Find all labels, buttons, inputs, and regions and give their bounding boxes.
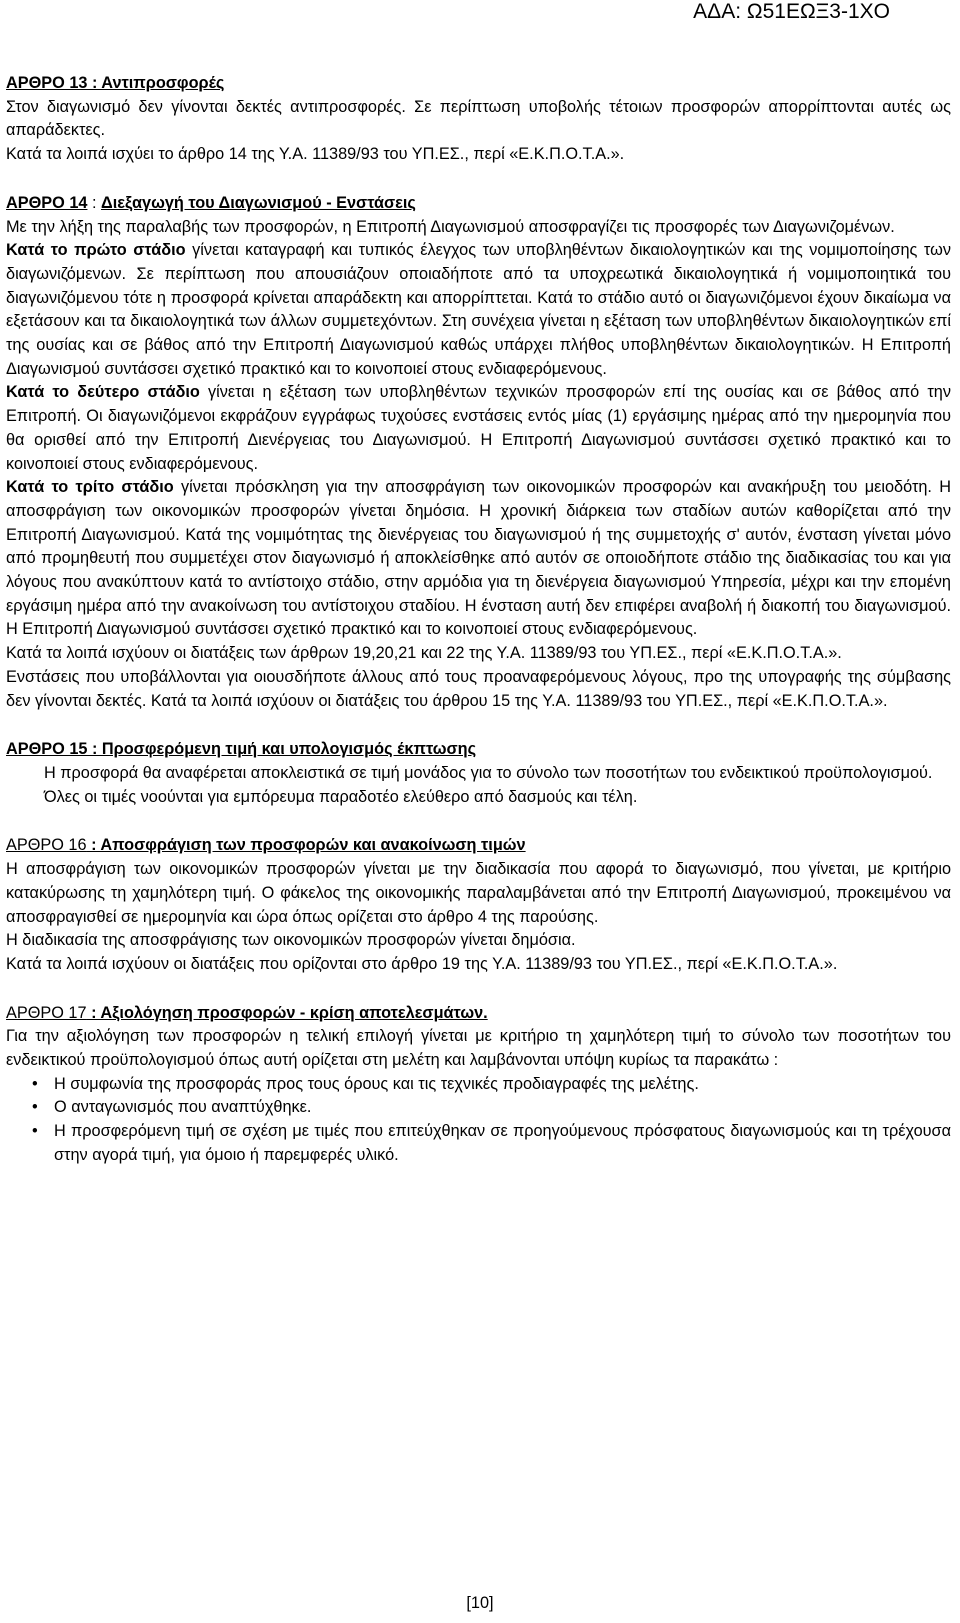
article-14-rest-1: Κατά τα λοιπά ισχύουν οι διατάξεις των άρθρων 19,20,21 και 22 της Υ.Α. 11389/93 του ΥΠ.ΕΣ., περί «Ε.Κ.Π.Ο.Τ.Α.». [6,644,842,663]
page-number: [10] [466,1594,494,1612]
article-17-label: ΑΡΘΡΟ 17 [6,1003,87,1022]
article-14-stage-2 [6,381,951,476]
stage-1-label: Κατά το πρώτο στάδιο [6,241,186,260]
article-13-paragraph-1: Στον διαγωνισμό δεν γίνονται δεκτές αντιπροσφορές. Σε περίπτωση υποβολής τέτοιων προσφορών απορρίπτονται αυτές ως απαράδεκτες. [6,97,951,140]
article-16-paragraph-3: Κατά τα λοιπά ισχύουν οι διατάξεις που ορίζονται στο άρθρο 19 της Υ.Α. 11389/93 του ΥΠ.ΕΣ., περί «Ε.Κ.Π.Ο.Τ.Α.». [6,954,838,973]
stage-1-text: γίνεται καταγραφή και τυπικός έλεγχος των υποβληθέντων δικαιολογητικών και της νομιμοποίησης των διαγωνιζόμενων. Σε περίπτωση που απουσιάζουν οποιαδήποτε από τα υποχρεωτικά δικαιολογητικά ή νομιμοποιητικά του διαγωνιζόμενου τότε η προσφορά κρίνεται απαράδεκτη και απορρίπτεται. Κατά το στάδιο αυτό οι διαγωνιζόμενοι έχουν δικαίωμα να εξετάσουν και τα δικαιολογητικά των άλλων συμμετεχόντων. Στη συνέχεια γίνεται η εξέταση των υποβληθέντων δικαιολογητικών επί της ουσίας και σε βάθος από την Επιτροπή Διαγωνισμού καθώς υπάρχει πλήθος υποβληθέντων δικαιολογητικών. Η Επιτροπή Διαγωνισμού συντάσσει σχετικό πρακτικό και το κοινοποιεί στους ενδιαφερόμενους. [6,241,951,378]
article-17-bullet-list [6,1073,951,1168]
article-14-title [6,192,951,216]
stage-3-label: Κατά το τρίτο στάδιο [6,478,174,497]
list-item: • Η προσφερόμενη τιμή σε σχέση με τιμές που επιτεύχθηκαν σε προηγούμενους πρόσφατους διαγωνισμούς και τη τρέχουσα στην αγορά τιμή, για όμοιο ή παρεμφερές υλικό. [6,1120,951,1167]
list-item: • Η συμφωνία της προσφοράς προς τους όρους και τις τεχνικές προδιαγραφές της μελέτης. [6,1073,951,1097]
spacer [6,713,951,738]
article-16-label: ΑΡΘΡΟ 16 [6,836,87,855]
article-16-paragraph-1: Η αποσφράγιση των οικονομικών προσφορών γίνεται με την διαδικασία που αφορά το διαγωνισμό, που γίνεται, με κριτήριο κατακύρωσης τη χαμηλότερη τιμή. Ο φάκελος της οικονομικής παραλαμβάνεται από την Επιτροπή Διαγωνισμού, προκειμένου να αποσφραγισθεί σε ημερομηνία και ώρα όπως ορίζεται στο άρθρο 4 της παρούσης. [6,860,951,926]
stage-2-text: γίνεται η εξέταση των υποβληθέντων τεχνικών προσφορών επί της ουσίας και σε βάθος από την Επιτροπή. Οι διαγωνιζόμενοι εκφράζουν εγγράφως τυχούσες ενστάσεις εντός μίας (1) εργάσιμης ημέρας από την ημερομηνία που θα ορισθεί από την Επιτροπή Διενέργειας του Διαγωνισμού. Η Επιτροπή Διαγωνισμού συντάσσει σχετικό πρακτικό και το κοινοποιεί στους ενδιαφερόμενους. [6,383,951,473]
article-17-title-text: : Αξιολόγηση προσφορών - κρίση αποτελεσμάτων. [86,1003,488,1022]
stage-2-label: Κατά το δεύτερο στάδιο [6,383,200,402]
article-14-paragraph-1: Με την λήξη της παραλαβής των προσφορών, η Επιτροπή Διαγωνισμού αποσφραγίζει τις προσφορές των Διαγωνιζομένων. [6,217,895,236]
article-16-paragraph-2: Η διαδικασία της αποσφράγισης των οικονομικών προσφορών γίνεται δημόσια. [6,931,576,950]
article-15-paragraph-1: Η προσφορά θα αναφέρεται αποκλειστικά σε τιμή μονάδος για το σύνολο των ποσοτήτων του ενδεικτικού προϋπολογισμού. [44,763,933,782]
article-15-title-text: ΑΡΘΡΟ 15 : Προσφερόμενη τιμή και υπολογισμός έκπτωσης [6,740,477,759]
article-13-paragraph-2: Κατά τα λοιπά ισχύει το άρθρο 14 της Υ.Α. 11389/93 του ΥΠ.ΕΣ., περί «Ε.Κ.Π.Ο.Τ.Α.». [6,145,625,164]
stage-3-text: γίνεται πρόσκληση για την αποσφράγιση των οικονομικών προσφορών και ανακήρυξη του μειοδότη. Η αποσφράγιση των οικονομικών προσφορών γίνεται δημόσια. Η χρονική διάρκεια των σταδίων αυτών καθορίζεται από την Επιτροπή Διαγωνισμού. Κατά της νομιμότητας της διενέργειας του διαγωνισμού ή της συμμετοχής σ' αυτόν, ένσταση γίνεται μόνο από προμηθευτή που συμμετέχει στον διαγωνισμό ή αποκλείσθηκε από αυτόν σε οποιοδήποτε στάδιο της διαδικασίας του και για λόγους που ανακύπτουν κατά το αντίστοιχο στάδιο, στην αρμόδια για τη διενέργεια διαγωνισμού Υπηρεσία, μέχρι και την επομένη εργάσιμη ημέρα από την ανακοίνωση του αντίστοιχου σταδίου. Η ένσταση αυτή δεν επιφέρει αναβολή ή διακοπή του διαγωνισμού. Η Επιτροπή Διαγωνισμού συντάσσει σχετικό πρακτικό και το κοινοποιεί στους ενδιαφερόμενους. [6,478,951,639]
article-14-stage-3 [6,476,951,642]
spacer [6,167,951,192]
spacer [6,809,951,834]
article-16-title [6,834,951,858]
article-14-title-text: Διεξαγωγή του Διαγωνισμού - Ενστάσεις [101,193,416,212]
article-13-title [6,72,951,96]
article-14-rest-2: Ενστάσεις που υποβάλλονται για οιουσδήποτε άλλους από τους προαναφερόμενους λόγους, προ της υπογραφής της σύμβασης δεν γίνονται δεκτές. Κατά τα λοιπά ισχύουν οι διατάξεις του άρθρου 15 της Υ.Α. 11389/93 του ΥΠ.ΕΣ., περί «Ε.Κ.Π.Ο.Τ.Α.». [6,667,951,710]
article-15-paragraph-2: Όλες οι τιμές νοούνται για εμπόρευμα παραδοτέο ελεύθερο από δασμούς και τέλη. [44,787,638,806]
article-16-title-text: : Αποσφράγιση των προσφορών και ανακοίνωση τιμών [86,836,526,855]
document-body [6,72,951,1168]
ada-code: ΑΔΑ: Ω51ΕΩΞ3-1ΧΟ [693,0,890,23]
article-17-title [6,1002,951,1026]
article-14-separator: : [87,193,102,212]
article-13-title-text: ΑΡΘΡΟ 13 : Αντιπροσφορές [6,74,225,92]
article-17-paragraph-1: Για την αξιολόγηση των προσφορών η τελική επιλογή γίνεται με κριτήριο τη χαμηλότερη τιμή το σύνολο των ποσοτήτων του ενδεικτικού προϋπολογισμού όπως αυτή ορίζεται στη μελέτη και λαμβάνονται υπόψη κυρίως τα παρακάτω : [6,1027,951,1070]
article-15-title [6,738,951,762]
article-14-stage-1 [6,239,951,381]
article-14-label: ΑΡΘΡΟ 14 [6,193,88,212]
list-item: • Ο ανταγωνισμός που αναπτύχθηκε. [6,1096,951,1120]
spacer [6,977,951,1002]
